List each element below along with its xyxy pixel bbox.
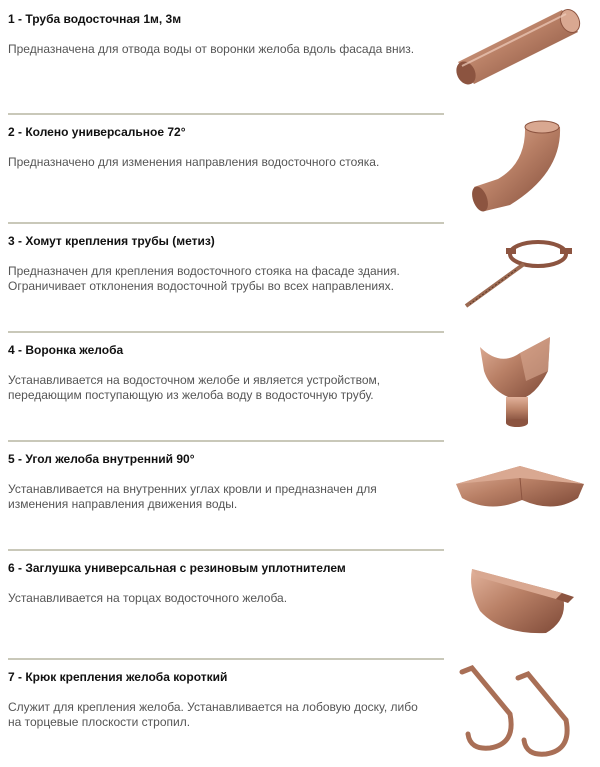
item-title: 3 - Хомут крепления трубы (метиз) <box>8 234 215 248</box>
item-description: Предназначена для отвода воды от воронки желоба вдоль фасада вниз. <box>8 42 415 56</box>
inner-corner-image <box>450 440 590 548</box>
item-title: 1 - Труба водосточная 1м, 3м <box>8 12 182 26</box>
item-title: 7 - Крюк крепления желоба короткий <box>8 670 228 684</box>
item-description: Предназначен для крепления водосточного стояка на фасаде здания. Ограничивает отклонения водосточной трубы во всех направлениях. <box>8 264 400 293</box>
catalog-item-5 <box>0 440 600 549</box>
separator-line <box>8 549 444 551</box>
gutter-hook-image <box>450 658 590 766</box>
catalog-item-4 <box>0 331 600 440</box>
downpipe-image <box>450 0 590 108</box>
item-title: 6 - Заглушка универсальная с резиновым уплотнителем <box>8 561 346 575</box>
separator-line <box>8 222 444 224</box>
end-cap-image <box>450 549 590 657</box>
item-description: Устанавливается на внутренних углах кровли и предназначен для изменения направления движения воды. <box>8 482 377 511</box>
catalog-item-7 <box>0 658 600 767</box>
item-description: Устанавливается на торцах водосточного желоба. <box>8 591 288 605</box>
separator-line <box>8 658 444 660</box>
item-title: 4 - Воронка желоба <box>8 343 124 357</box>
item-title: 5 - Угол желоба внутренний 90° <box>8 452 195 466</box>
item-description: Предназначено для изменения направления водосточного стояка. <box>8 155 380 169</box>
item-description: Служит для крепления желоба. Устанавливается на лобовую доску, либо на торцевые плоскости стропил. <box>8 700 418 729</box>
catalog-item-6 <box>0 549 600 658</box>
pipe-clamp-image <box>450 222 590 330</box>
item-title: 2 - Колено универсальное 72° <box>8 125 186 139</box>
catalog-item-2 <box>0 113 600 222</box>
catalog-item-1 <box>0 0 600 109</box>
item-description: Устанавливается на водосточном желобе и является устройством, передающим поступающую из желоба воду в водосточную трубу. <box>8 373 381 402</box>
elbow-image <box>450 113 590 221</box>
gutter-outlet-image <box>450 331 590 439</box>
separator-line <box>8 440 444 442</box>
separator-line <box>8 113 444 115</box>
catalog-item-3 <box>0 222 600 331</box>
separator-line <box>8 331 444 333</box>
